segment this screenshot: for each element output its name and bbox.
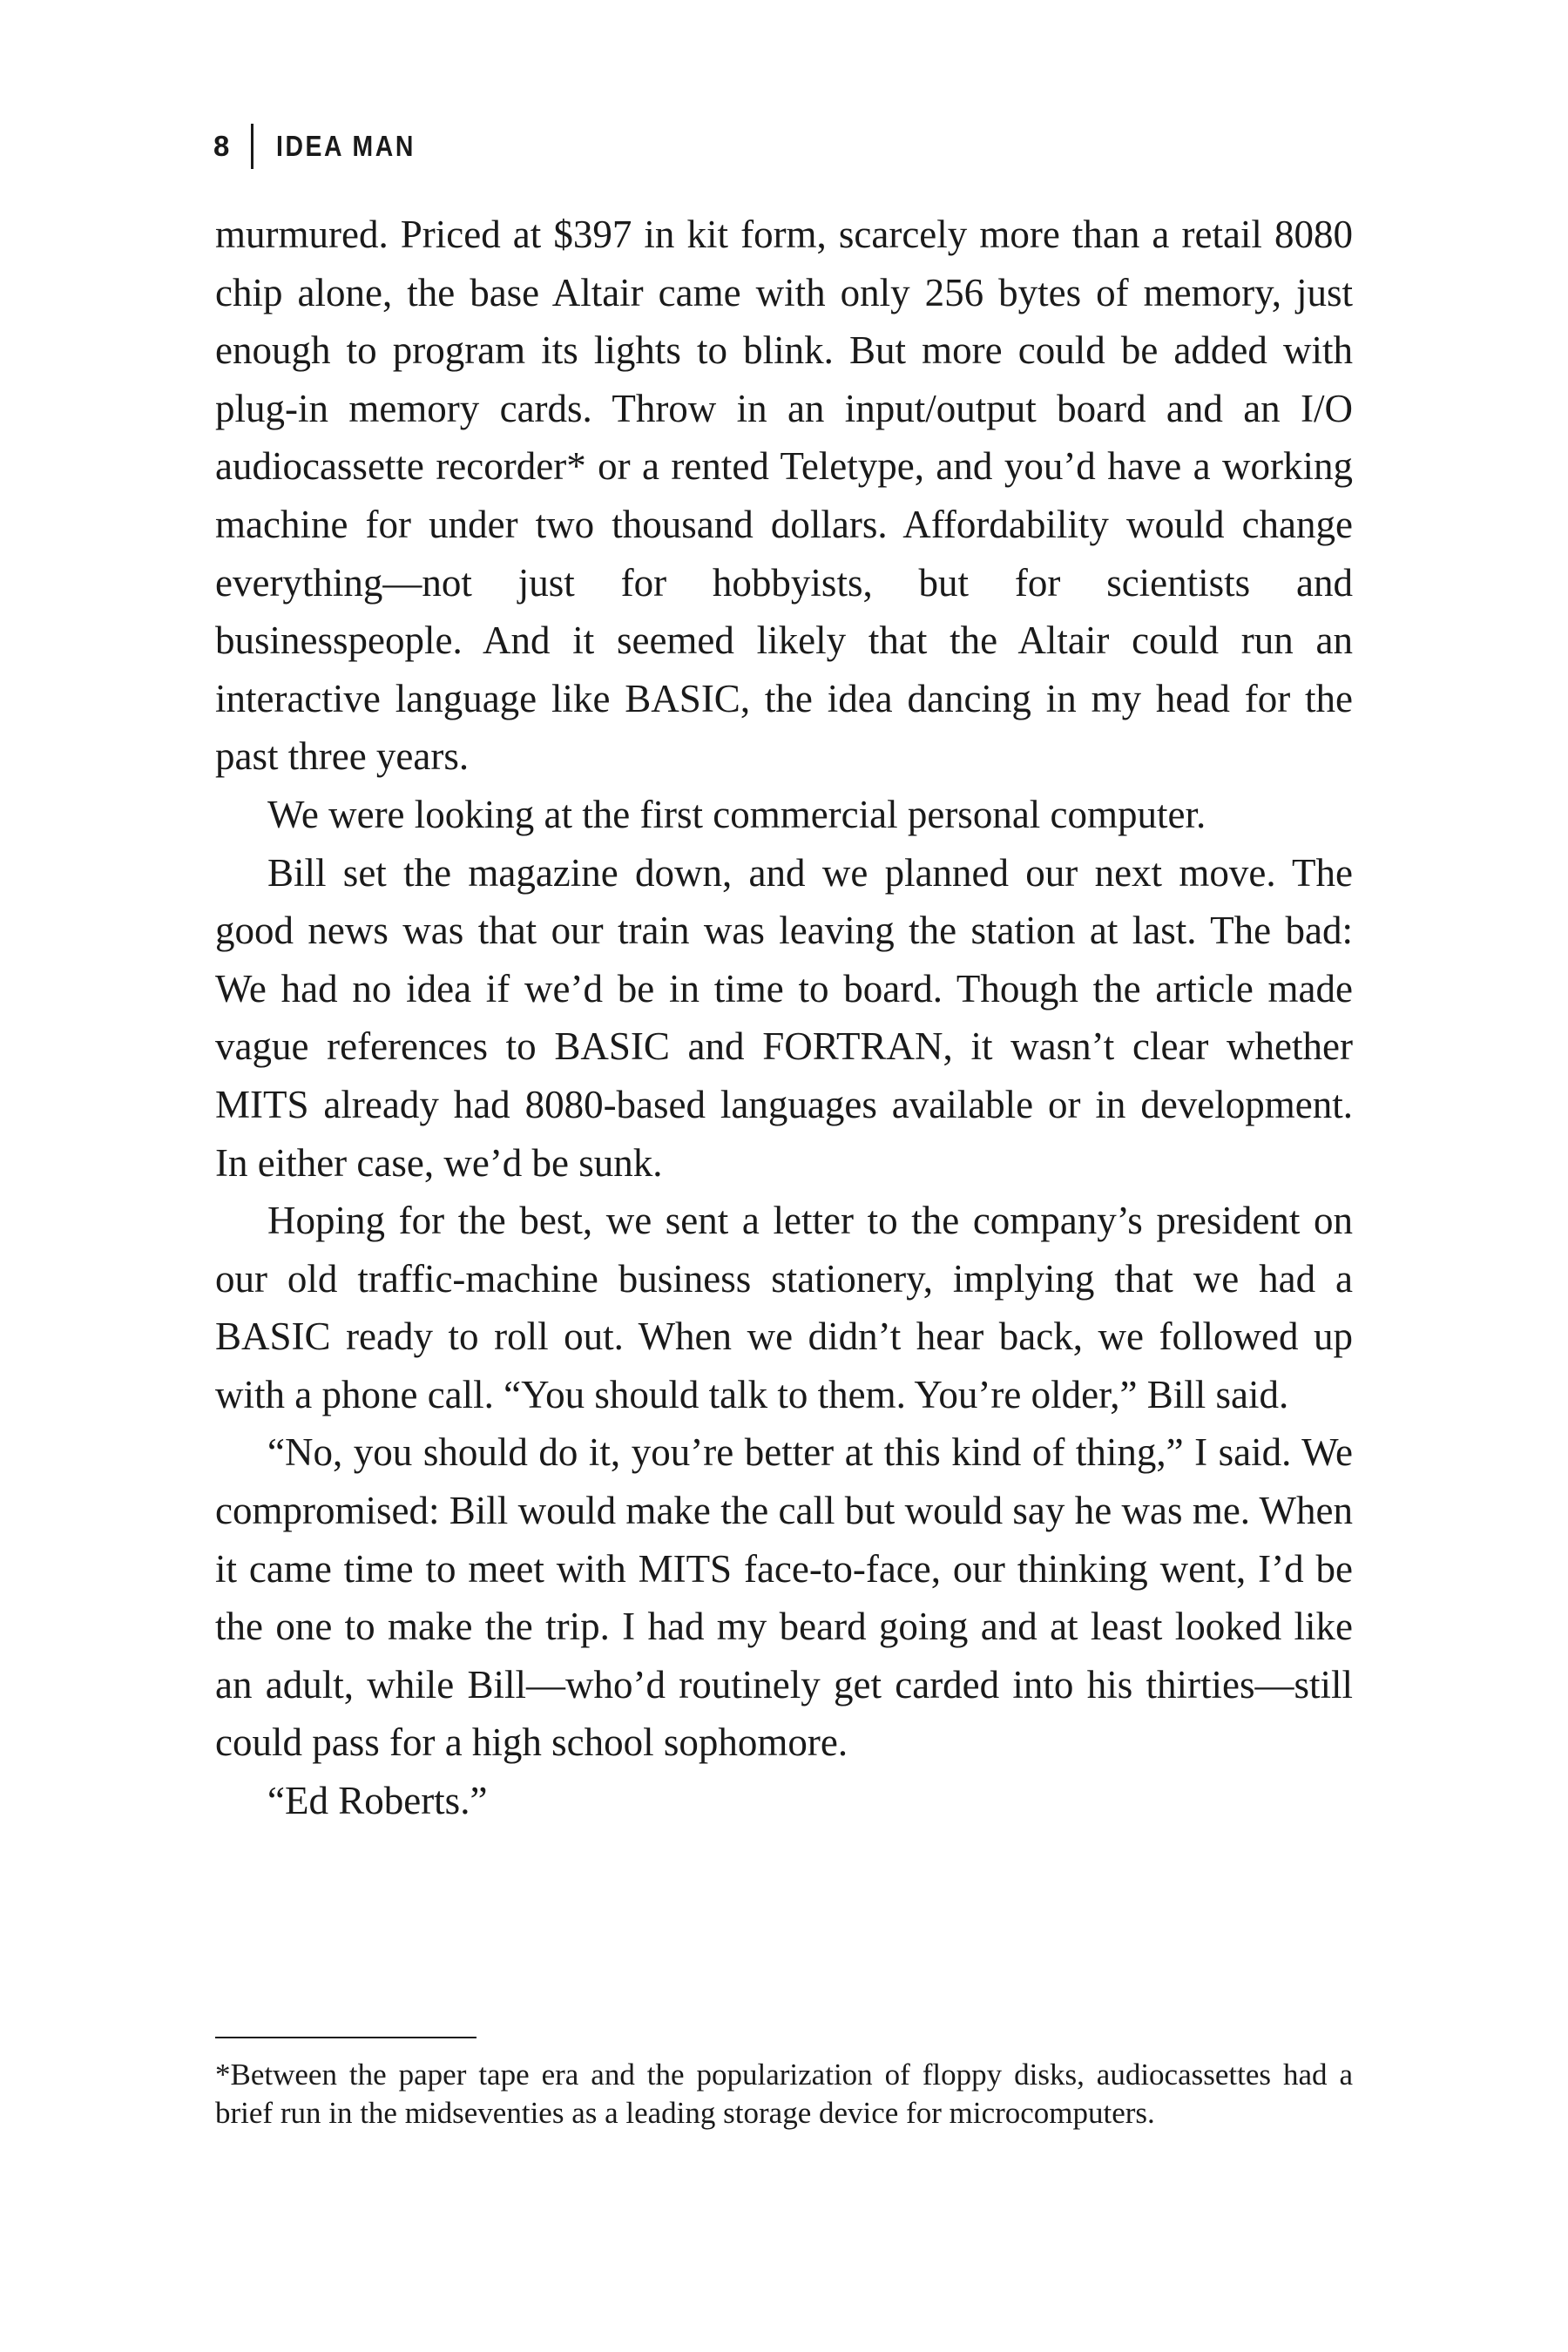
page-number: 8 <box>213 130 233 162</box>
paragraph-3: Bill set the magazine down, and we planned our next move. The good news was that our train was leaving the station at last. The bad: We had no idea if we’d be in time to board. Though the article made vague references to BASIC and FORTRAN, it wasn’t clear whether MITS already had 8080-based languages available or in development. In either case, we’d be sunk. <box>215 850 1353 1185</box>
paragraph-2: We were looking at the first commercial personal computer. <box>267 792 1206 836</box>
running-head-divider <box>251 124 253 169</box>
paragraph-4: Hoping for the best, we sent a letter to the company’s president on our old traffic-machine business stationery, implying that we had a BASIC ready to roll out. When we didn’t hear back, we followed up with a phone call. “You should talk to them. You’re older,” Bill said. <box>215 1199 1353 1416</box>
footnote: *Between the paper tape era and the popularization of floppy disks, audiocassettes had a brief run in the midseventies as a leading storage device for microcomputers. <box>215 2058 1353 2130</box>
paragraph-5: “No, you should do it, you’re better at this kind of thing,” I said. We compromised: Bill would make the call but would say he was me. When it came time to meet with MITS face-to-face, our thinking went, I’d be the one to make the trip. I had my beard going and at least looked like an adult, while Bill—who’d routinely get carded into his thirties—still could pass for a high school sophomore. <box>215 1430 1353 1765</box>
body-text <box>215 206 1353 1830</box>
paragraph-1: murmured. Priced at $397 in kit form, scarcely more than a retail 8080 chip alone, the base Altair came with only 256 bytes of memory, just enough to program its lights to blink. But more could be added with plug-in memory cards. Throw in an input/output board and an I/O audiocassette recorder* or a rented Teletype, and you’d have a working machine for under two thousand dollars. Affordability would change everything—not just for hobbyists, but for scientists and businesspeople. And it seemed likely that the Altair could run an interactive language like BASIC, the idea dancing in my head for the past three years. <box>215 213 1353 779</box>
book-title: IDEA MAN <box>276 130 416 162</box>
paragraph-6: “Ed Roberts.” <box>267 1779 488 1823</box>
running-head <box>213 124 438 169</box>
footnote-divider <box>215 2037 476 2038</box>
